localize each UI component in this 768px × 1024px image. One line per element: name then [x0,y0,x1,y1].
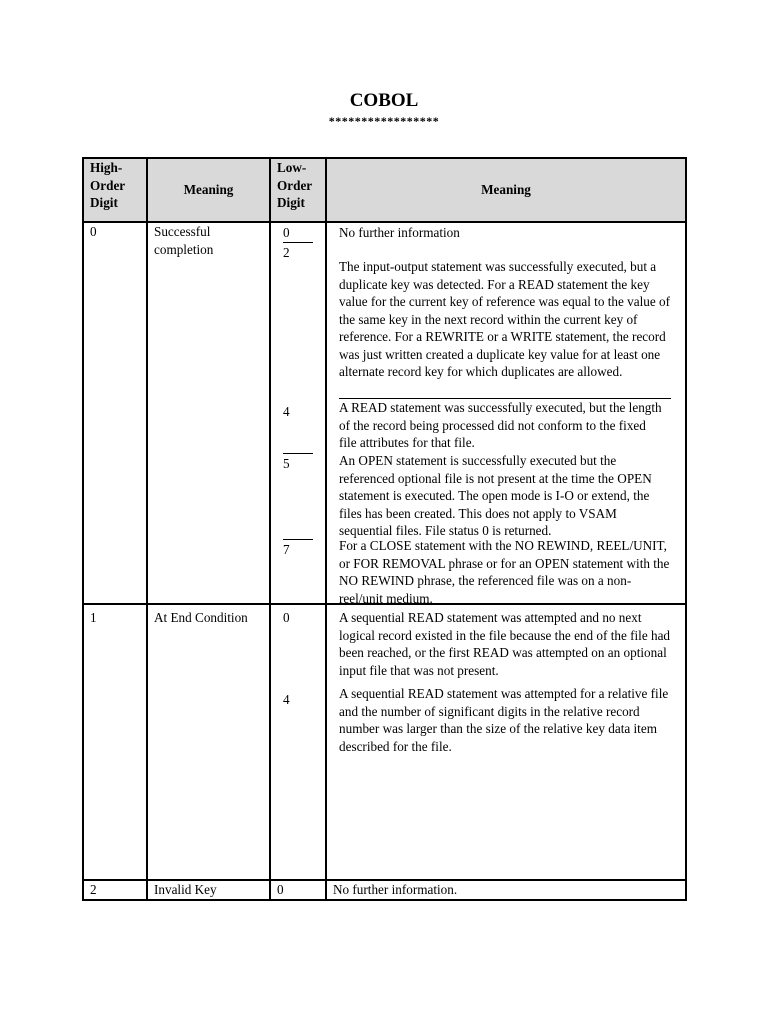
low-digit: 4 [283,404,290,419]
status-description: A READ statement was successfully executed, but the length of the record being processed did not conform to the fixed file attributes for that file. [339,398,671,451]
low-digit: 5 [283,453,313,539]
status-description: The input-output statement was successfully executed, but a duplicate key was detected. For a READ statement the key value for the current key of reference was equal to the value of the same key in the next record within the current key of reference. For a REWRITE or a WRITE statement, the record was just written created a duplicate key value for at least one alternate record key for which duplicates are allowed. [339,259,670,379]
header-meaning: Meaning [147,158,270,222]
table-row [83,222,686,604]
low-digit: 4 [283,692,290,707]
title-underline-stars: ***************** [328,114,440,128]
table-row [83,880,686,900]
low-order-digits [270,604,326,880]
status-meaning: At End Condition [147,604,270,880]
low-digit: 7 [283,539,313,601]
low-digit: 0 [283,225,290,240]
status-description: No further information. [326,880,686,900]
high-order-digit: 2 [83,880,147,900]
status-description: An OPEN statement is successfully executed but the referenced optional file is not present at the time the OPEN statement is executed. The open mode is I-O or extend, the files has been created. This does not apply to VSAM sequential files. File status 0 is returned. [339,453,652,538]
header-low-order-digit: Low-Order Digit [270,158,326,222]
high-order-digit: 1 [83,604,147,880]
page-title: COBOL [349,90,419,111]
status-description: No further information [339,225,460,240]
low-order-meanings [326,604,686,880]
low-digit: 2 [283,242,313,400]
status-description: A sequential READ statement was attempted and no next logical record existed in the file because the end of the file had been reached, or the first READ was attempted on an optional input file that was not present. [339,610,671,678]
high-order-digit: 0 [83,222,147,604]
status-meaning: Successful completion [147,222,270,604]
low-digit: 0 [270,880,326,900]
header-high-order-digit: High-Order Digit [83,158,147,222]
status-description: A sequential READ statement was attempted for a relative file and the number of significant digits in the relative record number was larger than the size of the relative key data item described for the file. [339,686,669,754]
low-order-digits [270,222,326,604]
low-order-meanings [326,222,686,604]
status-meaning: Invalid Key [147,880,270,900]
header-meaning-detail: Meaning [326,158,686,222]
table-header [83,158,686,222]
status-description: For a CLOSE statement with the NO REWIND, REEL/UNIT, or FOR REMOVAL phrase or for an OPEN statement with the NO REWIND phrase, the referenced file was on a non-reel/unit medium. [339,538,670,606]
file-status-table [82,157,687,901]
low-digit: 0 [283,610,290,625]
table-row [83,604,686,880]
